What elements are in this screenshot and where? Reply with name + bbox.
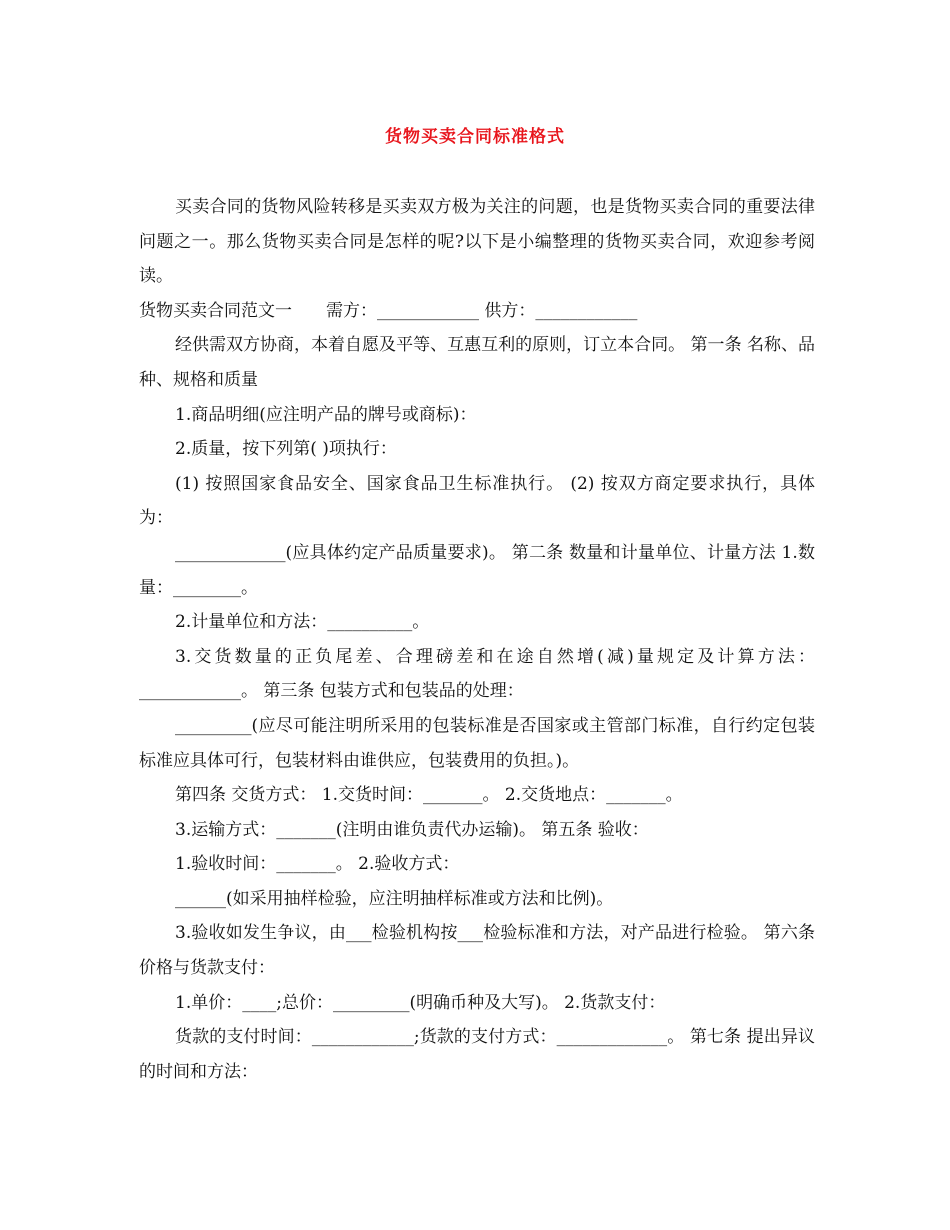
sample-heading: 货物买卖合同范文一 bbox=[139, 300, 292, 321]
intro-paragraph: 买卖合同的货物风险转移是买卖双方极为关注的问题，也是货物买卖合同的重要法律问题之一。那么货物买卖合同是怎样的呢?以下是小编整理的货物买卖合同，欢迎参考阅读。 bbox=[139, 197, 815, 287]
paragraph: 第四条 交货方式： 1.交货时间：_______。 2.交货地点：_______。 bbox=[175, 785, 683, 806]
paragraph: 3.交货数量的正负尾差、合理磅差和在途自然增(减)量规定及计算方法：____________。 第三条 包装方式和包装品的处理： bbox=[139, 646, 815, 702]
parties-line: 需方：____________ 供方：____________ bbox=[326, 300, 638, 321]
document-title: 货物买卖合同标准格式 bbox=[385, 127, 565, 147]
paragraph: 1.商品明细(应注明产品的牌号或商标)： bbox=[175, 404, 477, 425]
paragraph: 3.验收如发生争议，由___检验机构按___检验标准和方法，对产品进行检验。 第六条 价格与货款支付： bbox=[139, 923, 815, 979]
paragraph: 2.计量单位和方法：__________。 bbox=[175, 612, 430, 633]
paragraph: 1.单价：____;总价：_________(明确币种及大写)。 2.货款支付： bbox=[175, 992, 666, 1013]
sample-heading-line bbox=[139, 294, 815, 329]
paragraph: _________(应尽可能注明所采用的包装标准是否国家或主管部门标准，自行约定包装标准应具体可行，包装材料由谁供应，包装费用的负担。)。 bbox=[139, 715, 815, 771]
paragraph: 3.运输方式：_______(注明由谁负责代办运输)。 第五条 验收： bbox=[175, 819, 649, 840]
document-body bbox=[139, 190, 815, 1089]
paragraph: 经供需双方协商，本着自愿及平等、互惠互利的原则，订立本合同。 第一条 名称、品种、规格和质量 bbox=[139, 335, 815, 390]
paragraph: 2.质量，按下列第( )项执行： bbox=[175, 439, 397, 460]
paragraph: 1.验收时间：_______。 2.验收方式： bbox=[175, 854, 460, 875]
paragraph: (1) 按照国家食品安全、国家食品卫生标准执行。 (2) 按双方商定要求执行，具体为： bbox=[139, 473, 815, 529]
paragraph: _____________(应具体约定产品质量要求)。 第二条 数量和计量单位、计量方法 1.数量：________。 bbox=[139, 542, 815, 598]
paragraph: ______(如采用抽样检验，应注明抽样标准或方法和比例)。 bbox=[175, 888, 614, 909]
paragraph: 货款的支付时间：____________;货款的支付方式：_____________。 第七条 提出异议的时间和方法： bbox=[139, 1027, 815, 1082]
